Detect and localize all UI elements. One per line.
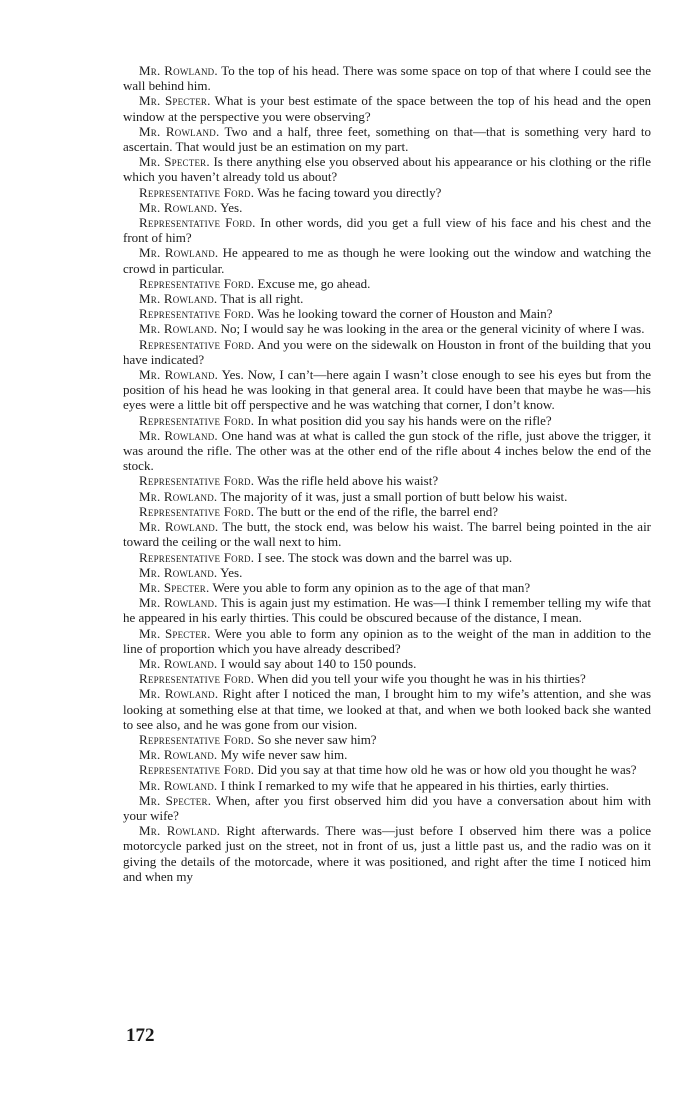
testimony-paragraph — [123, 671, 651, 686]
statement-text: Did you say at that time how old he was or how old you thought he was? — [257, 762, 637, 778]
statement-text: Yes. Now, I can’t—here again I wasn’t close enough to see his eyes but from the position of his head he was looking in that general area. It could have been that maybe he was—his eyes were a little bit off perspective and he was watching that corner, I don’t know. — [123, 367, 651, 413]
testimony-paragraph — [123, 291, 651, 306]
statement-text: I would say about 140 to 150 pounds. — [220, 655, 417, 671]
statement-text: I see. The stock was down and the barrel was up. — [257, 549, 513, 565]
statement-text: Yes. — [220, 199, 243, 215]
statement-text: I think I remarked to my wife that he appeared in his thirties, early thirties. — [220, 777, 610, 793]
statement-text: So she never saw him? — [257, 731, 377, 747]
speaker-name: Mr. Specter. — [139, 625, 211, 641]
testimony-paragraph — [123, 473, 651, 488]
speaker-name: Mr. Rowland. — [139, 199, 218, 215]
speaker-name: Mr. Specter. — [139, 579, 210, 595]
speaker-name: Mr. Rowland. — [139, 747, 218, 763]
testimony-paragraph — [123, 306, 651, 321]
testimony-paragraph — [123, 124, 651, 154]
speaker-name: Representative Ford. — [139, 503, 255, 519]
statement-text: The majority of it was, just a small portion of butt below his waist. — [220, 488, 568, 504]
testimony-paragraph — [123, 367, 651, 413]
statement-text: The butt or the end of the rifle, the barrel end? — [257, 503, 498, 519]
speaker-name: Representative Ford. — [139, 731, 255, 747]
statement-text: When did you tell your wife you thought he was in his thirties? — [257, 671, 586, 687]
statement-text: Right afterwards. There was—just before I observed him there was a police motorcycle parked just on the street, not in front of us, just a little past us, and the radio was on it giving the details of the motorcade, where it was positioned, and right after the time I noticed him and when my — [123, 823, 651, 884]
testimony-paragraph — [123, 732, 651, 747]
speaker-name: Representative Ford. — [139, 275, 255, 291]
testimony-paragraph — [123, 215, 651, 245]
speaker-name: Mr. Rowland. — [139, 488, 218, 504]
testimony-paragraph — [123, 823, 651, 884]
statement-text: To the top of his head. There was some space on top of that where I could see the wall behind him. — [123, 63, 652, 94]
speaker-name: Representative Ford. — [139, 549, 255, 565]
testimony-paragraph — [123, 504, 651, 519]
testimony-paragraph — [123, 793, 651, 823]
testimony-paragraph — [123, 595, 651, 625]
testimony-paragraph — [123, 519, 651, 549]
speaker-name: Representative Ford. — [139, 184, 255, 200]
speaker-name: Mr. Rowland. — [139, 291, 218, 307]
speaker-name: Mr. Rowland. — [139, 367, 219, 383]
testimony-paragraph — [123, 626, 651, 656]
testimony-paragraph — [123, 93, 651, 123]
statement-text: When, after you first observed him did you have a conversation about him with your wife? — [123, 792, 651, 823]
speaker-name: Representative Ford. — [139, 473, 255, 489]
testimony-paragraph — [123, 321, 651, 336]
speaker-name: Mr. Rowland. — [139, 427, 218, 443]
statement-text: Were you able to form any opinion as to the age of that man? — [212, 579, 531, 595]
testimony-paragraph — [123, 185, 651, 200]
statement-text: Was he facing toward you directly? — [257, 184, 442, 200]
testimony-paragraph — [123, 154, 651, 184]
page-number: 172 — [126, 1025, 155, 1046]
testimony-paragraph — [123, 413, 651, 428]
speaker-name: Mr. Rowland. — [139, 245, 219, 261]
statement-text: Two and a half, three feet, something on that—that is something very hard to ascertain. That would just be an estimation on my part. — [123, 123, 652, 155]
speaker-name: Representative Ford. — [139, 215, 256, 231]
statement-text: And you were on the sidewalk on Houston in front of the building that you have indicated? — [123, 336, 651, 367]
speaker-name: Mr. Rowland. — [139, 595, 218, 611]
statement-text: The butt, the stock end, was below his waist. The barrel being pointed in the air toward the ceiling or the wall next to him. — [123, 519, 652, 550]
speaker-name: Mr. Rowland. — [139, 777, 218, 793]
speaker-name: Representative Ford. — [139, 762, 255, 778]
testimony-paragraph — [123, 550, 651, 565]
speaker-name: Mr. Specter. — [139, 154, 210, 170]
statement-text: Yes. — [220, 564, 243, 580]
testimony-paragraph — [123, 656, 651, 671]
testimony-paragraph — [123, 200, 651, 215]
statement-text: My wife never saw him. — [220, 747, 348, 763]
speaker-name: Mr. Specter. — [139, 792, 212, 808]
speaker-name: Mr. Rowland. — [139, 123, 220, 139]
speaker-name: Mr. Rowland. — [139, 63, 218, 78]
statement-text: Was the rifle held above his waist? — [257, 473, 439, 489]
testimony-paragraph — [123, 276, 651, 291]
testimony-paragraph — [123, 778, 651, 793]
speaker-name: Representative Ford. — [139, 306, 255, 322]
testimony-paragraph — [123, 428, 651, 474]
speaker-name: Representative Ford. — [139, 412, 255, 428]
statement-text: Right after I noticed the man, I brought him to my wife’s attention, and she was looking at something else at that time, we looked at that, and when we both looked back she wanted to see also, and he was gone from our vision. — [123, 686, 652, 732]
testimony-paragraph — [123, 580, 651, 595]
statement-text: That is all right. — [220, 291, 304, 307]
testimony-paragraph — [123, 686, 651, 732]
speaker-name: Mr. Rowland. — [139, 686, 219, 702]
speaker-name: Mr. Rowland. — [139, 823, 221, 839]
speaker-name: Representative Ford. — [139, 336, 255, 352]
statement-text: This is again just my estimation. He was—I think I remember telling my wife that he appeared in his early thirties. This could be obscured because of the distance, I mean. — [123, 595, 651, 626]
speaker-name: Mr. Rowland. — [139, 519, 219, 535]
testimony-paragraph — [123, 747, 651, 762]
testimony-paragraph — [123, 63, 651, 93]
testimony-paragraph — [123, 245, 651, 275]
statement-text: In what position did you say his hands were on the rifle? — [257, 412, 552, 428]
statement-text: Was he looking toward the corner of Houston and Main? — [257, 306, 553, 322]
testimony-paragraph — [123, 762, 651, 777]
testimony-paragraph — [123, 337, 651, 367]
testimony-transcript — [123, 63, 651, 884]
statement-text: Excuse me, go ahead. — [257, 275, 371, 291]
speaker-name: Mr. Rowland. — [139, 564, 218, 580]
statement-text: What is your best estimate of the space between the top of his head and the open window at the perspective you were observing? — [123, 93, 651, 124]
statement-text: In other words, did you get a full view of his face and his chest and the front of him? — [123, 215, 651, 246]
statement-text: One hand was at what is called the gun stock of the rifle, just above the trigger, it was around the rifle. The other was at the other end of the rifle about 4 inches below the end of the stock. — [123, 427, 652, 474]
statement-text: Is there anything else you observed about his appearance or his clothing or the rifle which you haven’t already told us about? — [123, 154, 651, 185]
speaker-name: Mr. Rowland. — [139, 655, 218, 671]
statement-text: No; I would say he was looking in the area or the general vicinity of where I was. — [220, 321, 645, 337]
speaker-name: Representative Ford. — [139, 671, 255, 687]
speaker-name: Mr. Specter. — [139, 93, 211, 109]
statement-text: Were you able to form any opinion as to the weight of the man in addition to the line of proportion which you have already described? — [123, 625, 652, 656]
speaker-name: Mr. Rowland. — [139, 321, 218, 337]
statement-text: He appeared to me as though he were looking out the window and watching the crowd in particular. — [123, 245, 651, 276]
testimony-paragraph — [123, 489, 651, 504]
testimony-paragraph — [123, 565, 651, 580]
